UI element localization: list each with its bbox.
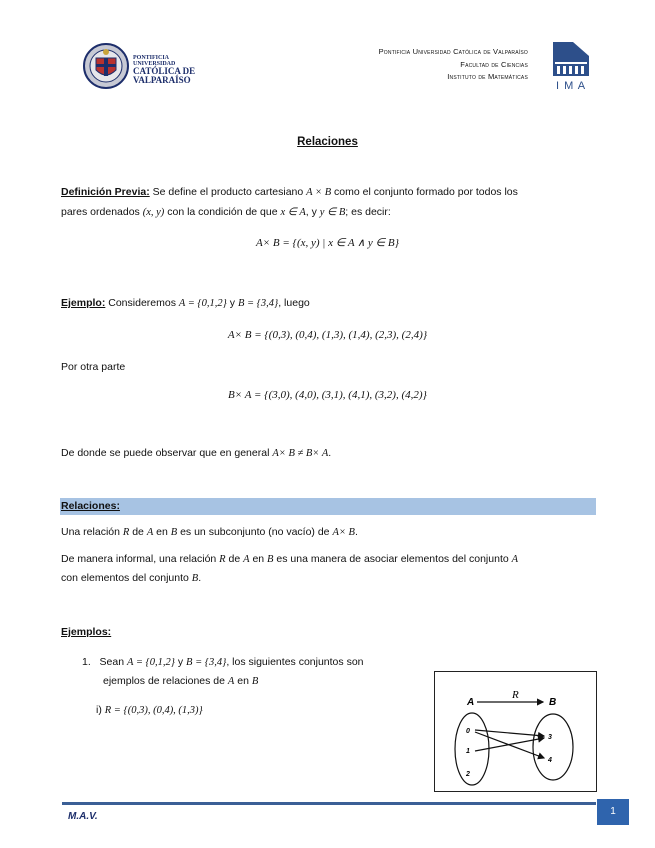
- rel-text: en: [153, 526, 171, 538]
- bxa-result: B× A = {(3,0), (4,0), (3,1), (4,1), (3,2), (4,2)}: [228, 389, 427, 401]
- math-a: A: [243, 554, 250, 565]
- relation-diagram: [434, 671, 597, 792]
- examples-heading: Ejemplos:: [61, 626, 112, 638]
- diagram-elem-0: 0: [466, 728, 470, 735]
- math-b: B: [191, 573, 199, 584]
- institution-block: [379, 46, 528, 84]
- definition-line-2: [61, 206, 391, 218]
- conclusion-end: .: [328, 447, 332, 459]
- page-title: Relaciones: [297, 136, 358, 148]
- rel-text: Una relación: [61, 526, 123, 538]
- rel-text: es una manera de asociar elementos del conjunto: [273, 553, 512, 565]
- math-cond-x: x ∈ A: [280, 207, 306, 218]
- conclusion-line: [61, 447, 331, 459]
- math-relation: R = {(0,3), (0,4), (1,3)}: [104, 705, 203, 716]
- rel-text: es un subconjunto (no vacío) de: [177, 526, 333, 538]
- math-axb: A× B: [332, 527, 355, 538]
- math-axb: A × B: [306, 187, 332, 198]
- math-set-a: A = {0,1,2}: [178, 298, 227, 309]
- logo-line: UNIVERSIDAD: [133, 61, 176, 67]
- logo-wordmark: [133, 55, 195, 85]
- math-b: B: [170, 527, 178, 538]
- definition-line-1: [61, 186, 518, 198]
- diagram-label-b: B: [549, 697, 557, 708]
- math-set-b: B = {3,4}: [237, 298, 279, 309]
- math-b: B: [267, 554, 274, 565]
- definition-label: Definición Previa:: [61, 186, 150, 198]
- example-text: Consideremos: [105, 297, 179, 309]
- definition-text: , y: [305, 206, 320, 218]
- ima-logo: [553, 42, 589, 90]
- ima-building-icon: [553, 42, 589, 76]
- example-item-text: ejemplos de relaciones de: [103, 675, 228, 687]
- institution-institute: Instituto de Matemáticas: [447, 72, 528, 81]
- rel-text: con elementos del conjunto: [61, 572, 192, 584]
- page-number: 1: [597, 799, 629, 825]
- definition-text: ; es decir:: [345, 206, 391, 218]
- rel-text: De manera informal, una relación: [61, 553, 220, 565]
- diagram-elem-4: 4: [548, 757, 552, 764]
- axb-result: A× B = {(0,3), (0,4), (1,3), (1,4), (2,3), (2,4)}: [227, 329, 428, 341]
- math-b: B: [251, 676, 259, 687]
- institution-university: Pontificia Universidad Católica de Valparaíso: [378, 47, 528, 56]
- example-sub-i: [96, 704, 203, 716]
- rel-text: en: [249, 553, 268, 565]
- definition-formula: A× B = {(x, y) | x ∈ A ∧ y ∈ B}: [256, 237, 399, 249]
- section-band-relaciones: [60, 498, 596, 515]
- logo-line: CATÓLICA DE: [133, 66, 196, 76]
- diagram-label-a: A: [467, 697, 475, 708]
- math-set-a: A = {0,1,2}: [126, 657, 175, 668]
- definition-text: como el conjunto formado por todos los: [331, 186, 518, 198]
- math-cond-y: y ∈ B: [319, 207, 346, 218]
- por-otra-parte: Por otra parte: [61, 361, 126, 373]
- example-item-text: y: [174, 656, 187, 668]
- definition-text: Se define el producto cartesiano: [149, 186, 307, 198]
- conclusion-text: De donde se puede observar que en general: [61, 447, 273, 459]
- ima-label: I M A: [555, 80, 587, 92]
- logo-line: VALPARAÍSO: [133, 75, 191, 85]
- relation-definition-3: [61, 572, 201, 584]
- example-label: Ejemplo:: [61, 297, 106, 309]
- example-line: [61, 297, 310, 309]
- relation-diagram-svg: [435, 672, 596, 791]
- diagram-elem-3: 3: [548, 734, 552, 741]
- rel-text: de: [225, 553, 244, 565]
- footer-author: M.A.V.: [68, 811, 98, 822]
- example-item-text: en: [234, 675, 252, 687]
- example-item-text: , los siguientes conjuntos son: [226, 656, 364, 668]
- logo-line: PONTIFICIA: [133, 55, 170, 61]
- example-item-1: [82, 656, 364, 668]
- definition-text: con la condición de que: [164, 206, 281, 218]
- diagram-elem-1: 1: [466, 748, 470, 755]
- university-seal-icon: [82, 42, 130, 90]
- example-text: , luego: [278, 297, 310, 309]
- math-a: A: [511, 554, 519, 565]
- rel-text: .: [198, 572, 202, 584]
- sub-item-label: i): [96, 704, 105, 716]
- math-pair: (x, y): [142, 207, 165, 218]
- diagram-label-r: R: [512, 689, 519, 701]
- footer-rule: [62, 802, 596, 805]
- math-a: A: [227, 676, 235, 687]
- math-set-b: B = {3,4}: [186, 657, 227, 668]
- math-inequality: A× B ≠ B× A: [272, 448, 329, 459]
- list-number: 1.: [82, 656, 91, 668]
- math-a: A: [146, 527, 154, 538]
- relation-definition-1: [61, 526, 358, 538]
- math-r: R: [219, 554, 226, 565]
- diagram-set-b-ellipse: [533, 714, 573, 780]
- rel-text: .: [354, 526, 358, 538]
- example-item-1-cont: [103, 675, 258, 687]
- relation-definition-2: [61, 553, 518, 565]
- institution-faculty: Facultad de Ciencias: [460, 59, 528, 69]
- example-text: y: [226, 297, 238, 309]
- math-r: R: [122, 527, 130, 538]
- definition-text: pares ordenados: [61, 206, 143, 218]
- diagram-elem-2: 2: [466, 771, 470, 778]
- section-heading: Relaciones:: [61, 500, 120, 512]
- rel-text: de: [129, 526, 147, 538]
- diagram-arrow-0-3: [475, 730, 544, 736]
- example-item-text: Sean: [99, 656, 127, 668]
- university-logo: [82, 42, 130, 90]
